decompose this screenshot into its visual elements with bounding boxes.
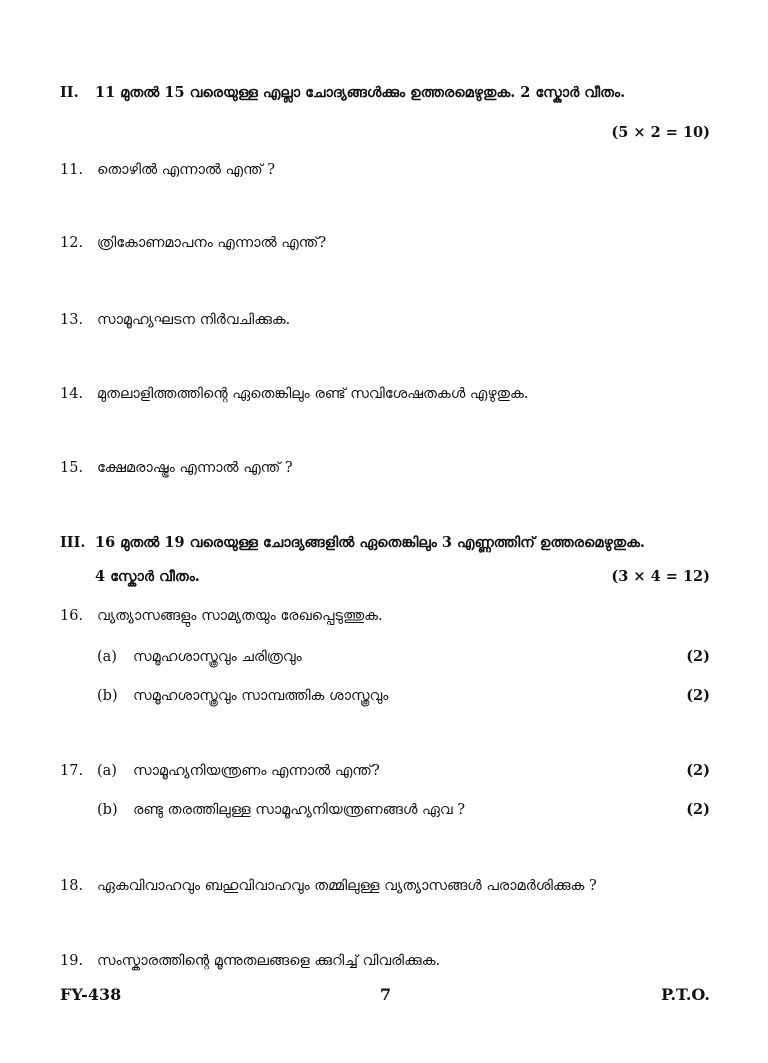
question-17a-text: സാമൂഹ്യനിയന്ത്രണം എന്നാൽ എന്ത്? (133, 763, 380, 779)
question-16-number: 16. (60, 608, 84, 624)
page-number: 7 (380, 985, 392, 1004)
question-18-text: ഏകവിവാഹവും ബഹുവിവാഹവും തമ്മിലുള്ള വ്യത്യാസങ്ങൾ പരാമർശിക്കുക ? (97, 878, 597, 894)
please-turn-over: P.T.O. (661, 985, 710, 1004)
section-3-marks: (3 × 4 = 12) (611, 568, 710, 585)
paper-code: FY-438 (60, 985, 122, 1004)
question-19-text: സംസ്കാരത്തിന്റെ മൂന്നുതലങ്ങളെ ക്കുറിച്ച് വിവരിക്കുക. (97, 953, 441, 969)
question-15-number: 15. (60, 460, 84, 476)
question-18-number: 18. (60, 878, 84, 894)
question-15-text: ക്ഷേമരാഷ്ട്രം എന്നാൽ എന്ത് ? (97, 460, 293, 476)
question-16a-text: സമൂഹശാസ്ത്രവും ചരിത്രവും (133, 649, 302, 665)
question-11-text: തൊഴിൽ എന്നാൽ എന്ത് ? (97, 162, 276, 178)
section-3-instruction: 16 മുതൽ 19 വരെയുള്ള ചോദ്യങ്ങളിൽ ഏതെങ്കിലും 3 എണ്ണത്തിന് ഉത്തരമെഴുതുക. (95, 534, 645, 551)
question-12-number: 12. (60, 235, 84, 251)
question-17b-marks: (2) (686, 801, 710, 818)
question-16a-label: (a) (97, 649, 117, 665)
question-14-number: 14. (60, 386, 84, 402)
question-16b-marks: (2) (686, 687, 710, 704)
question-13-number: 13. (60, 312, 84, 328)
question-16-text: വ്യത്യാസങ്ങളും സാമ്യതയും രേഖപ്പെടുത്തുക. (97, 608, 383, 624)
section-2-marks: (5 × 2 = 10) (611, 124, 710, 141)
question-16b-text: സമൂഹശാസ്ത്രവും സാമ്പത്തിക ശാസ്ത്രവും (133, 688, 389, 704)
question-12-text: ത്രികോണമാപനം എന്നാൽ എന്ത്? (97, 235, 327, 251)
question-14-text: മുതലാളിത്തത്തിന്റെ ഏതെങ്കിലും രണ്ട് സവിശേഷതകൾ എഴുതുക. (97, 386, 529, 402)
question-11-number: 11. (60, 162, 84, 178)
section-2-instruction: 11 മുതൽ 15 വരെയുള്ള എല്ലാ ചോദ്യങ്ങൾക്കും ഉത്തരമെഴുതുക. 2 സ്കോർ വീതം. (95, 84, 626, 101)
section-3-number: III. (60, 534, 86, 551)
question-13-text: സാമൂഹ്യഘടന നിർവചിക്കുക. (97, 312, 291, 328)
question-17a-marks: (2) (686, 762, 710, 779)
question-17b-label: (b) (97, 802, 118, 818)
section-2-number: II. (60, 84, 79, 101)
question-17b-text: രണ്ടു തരത്തിലുള്ള സാമൂഹ്യനിയന്ത്രണങ്ങൾ ഏവ ? (133, 802, 465, 818)
question-16b-label: (b) (97, 688, 118, 704)
question-19-number: 19. (60, 953, 84, 969)
question-17a-label: (a) (97, 763, 117, 779)
question-16a-marks: (2) (686, 648, 710, 665)
section-3-instruction-line-2: 4 സ്കോർ വീതം. (95, 568, 200, 585)
question-17-number: 17. (60, 763, 84, 779)
